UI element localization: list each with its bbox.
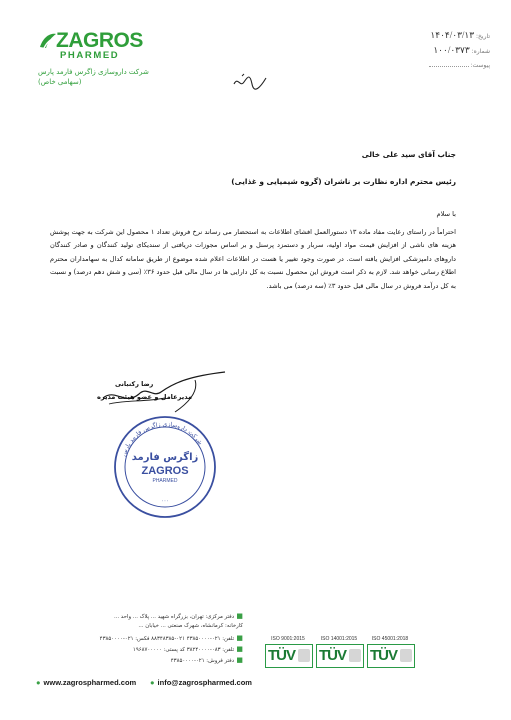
iso-9001-badge (265, 636, 311, 668)
footer-text-1: دفتر مرکزی: تهران، بزرگراه شهید ... پلاک ... واحد ... (113, 614, 235, 620)
svg-text:۰۰۰: ۰۰۰ (160, 498, 170, 504)
logo-wordmark: ZAGROS (56, 29, 143, 52)
header-signature-icon (232, 70, 268, 92)
website-text: www.zagrospharmed.com (43, 678, 137, 687)
company-seal-stamp (110, 412, 220, 522)
tuv-logo-icon: TÜV (316, 644, 364, 668)
stamp-en-text: ZAGROS (141, 465, 189, 477)
footer-line-3 (13, 634, 243, 643)
logo-subtitle: PHARMED (60, 50, 120, 61)
addressee-name: جناب آقای سید علی خالی (361, 150, 456, 159)
iso-label: ISO 14001:2015 (320, 636, 358, 642)
footer-text-4: تلفن: ۰۸۳-۳۸۲۴۰۰۰۰ کد پستی: ۱۹۶۸۷۰۰۰۰۰ (132, 647, 235, 653)
bullet-icon: ■ (234, 612, 243, 620)
email-text: info@zagrospharmed.com (157, 678, 252, 687)
logo-company-name-fa (38, 67, 158, 87)
footer-line-5 (13, 656, 243, 665)
iso-14001-badge (316, 636, 362, 668)
signer-name: رضا رکنبانی (115, 380, 154, 388)
iso-45001-badge (367, 636, 413, 668)
globe-icon: ● (36, 678, 41, 687)
date-label: تاریخ: (476, 33, 490, 40)
letter-body: احتراماً در راستای رعایت مفاد ماده ۱۳ دستورالعمل افشای اطلاعات به استحضار می رساند نرخ فروش تعداد ۱ محصول این شرکت به جهت پوشش هزینه های ناشی از افزایش قیمت مواد اولیه، سربار و دستمزد پرسنل و بر اساس مجوزات دریافتی از سندیکای تولید کنندگان و صادر کنندگان داروهای دامپزشکی افزایش یافته است. در صورت وجود تغییر یا هست در اطلاعات اعلام شده موضوع از طریق سامانه کدال به سهامداران محترم اطلاع رسانی خواهد شد. لازم به ذکر است فروش این محصول نسبت به کل دارایی ها در سال مالی قبل حدود ۳۶٪ (سی و شش دهم درصد) و نسبت به کل درآمد فروش در سال مالی قبل حدود ۳٪ (سه درصد) می باشد. (50, 228, 456, 290)
website-link[interactable] (36, 678, 136, 687)
date-value: ۱۴۰۴/۰۳/۱۳ (430, 30, 475, 40)
footer-text-5: دفتر فروش: ۰۲۱-۴۳۸۵۰۰۰۰ (170, 658, 235, 664)
greeting: با سلام (436, 210, 456, 218)
number-value: ۱۰۰/۰۳۷۳ (433, 45, 470, 55)
stamp-en-sub: PHARMED (152, 478, 178, 484)
svg-text:شرکت داروسازی زاگرس فارمد پارس: شرکت داروسازی زاگرس فارمد پارس (120, 420, 204, 458)
footer-line-2: کارخانه: کرمانشاه، شهرک صنعتی ... خیابان ... (138, 623, 243, 629)
attach-label: پیوست: (470, 62, 490, 69)
footer-line-4 (13, 645, 243, 654)
bullet-icon: ■ (234, 656, 243, 664)
meta-number (390, 45, 490, 56)
stamp-fa-text: زاگرس فارمد (131, 452, 199, 463)
bullet-icon: ■ (234, 634, 243, 642)
iso-label: ISO 9001:2015 (271, 636, 305, 642)
iso-label: ISO 45001:2018 (371, 636, 409, 642)
logo-fa-line2: (سهامی خاص) (38, 78, 82, 86)
tuv-logo-icon: TÜV (265, 644, 313, 668)
bullet-icon: ■ (234, 645, 243, 653)
leaf-mark-icon (38, 31, 58, 51)
addressee-title: رئیس محترم اداره نظارت بر ناشران (گروه شیمیایی و غذایی) (231, 177, 456, 186)
email-link[interactable] (150, 678, 252, 687)
logo-fa-line1: شرکت داروسازی زاگرس فارمد پارس (38, 68, 149, 76)
signer-title: مدیرعامل و عضو هیئت مدیره (97, 393, 193, 401)
meta-attach (390, 62, 490, 69)
number-label: شماره: (471, 48, 490, 55)
footer-text-3: تلفن: ۰۲۱-۴۳۸۵۰۰۰۰ ۰۲۱-۸۸۳۴۸۳۸۵ فکس: ۰۲۱-۴۳۸۵۰۰۰۰ (99, 636, 235, 642)
attach-dots (429, 66, 469, 67)
footer-line-1 (13, 612, 243, 621)
company-logo (38, 30, 163, 87)
meta-date (390, 30, 490, 41)
mail-icon: ● (150, 678, 155, 687)
tuv-logo-icon: TÜV (367, 644, 415, 668)
